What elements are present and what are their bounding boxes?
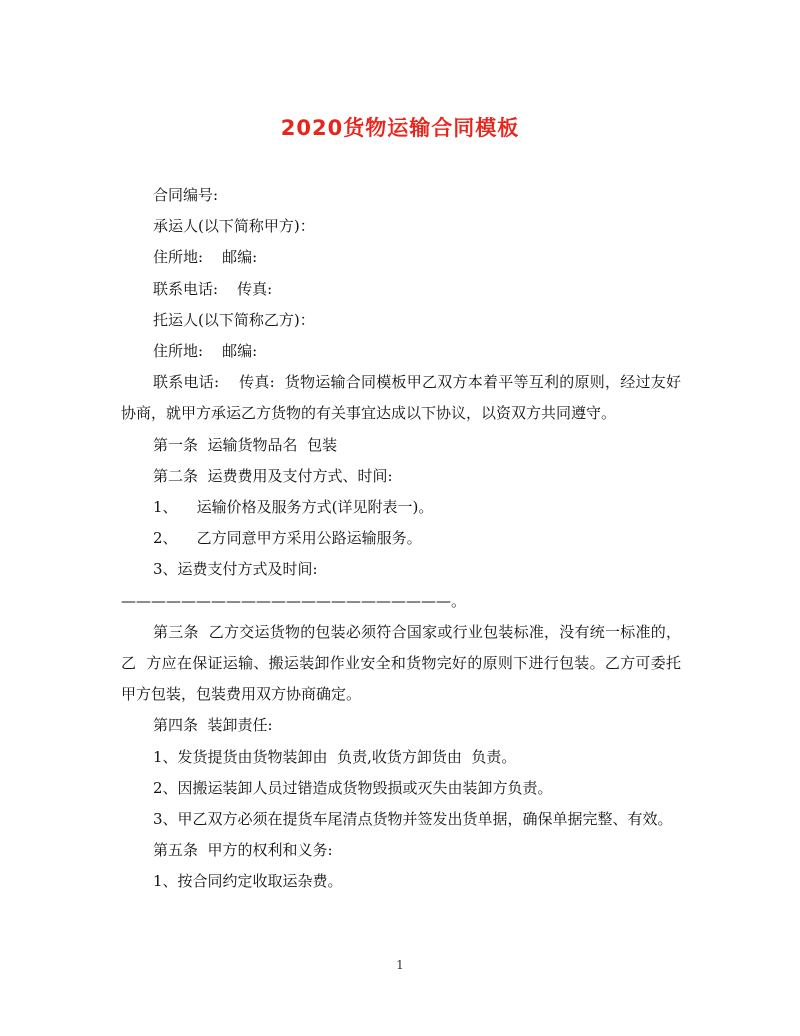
paragraph-article-4-item-2: 2、因搬运装卸人员过错造成货物毁损或灭失由装卸方负责。 bbox=[153, 778, 553, 797]
paragraph-carrier-phone: 联系电话: 传真: bbox=[153, 279, 273, 298]
paragraph-article-4-item-3: 3、甲乙双方必须在提货车尾清点货物并签发出货单据，确保单据完整、有效。 bbox=[153, 810, 673, 829]
paragraph-shipper-address: 住所地: 邮编: bbox=[153, 342, 258, 361]
paragraph-article-2-item-1: 1、 运输价格及服务方式(详见附表一)。 bbox=[153, 498, 434, 517]
paragraph-contract-number: 合同编号: bbox=[153, 186, 219, 204]
paragraph-article-5-item-1: 1、按合同约定收取运杂费。 bbox=[153, 872, 343, 891]
paragraph-blank-line: ——————————————————————。 bbox=[121, 591, 467, 610]
document-body bbox=[121, 180, 681, 898]
paragraph-shipper-phone-preamble: 联系电话: 传真: 货物运输合同模板甲乙双方本着平等互利的原则，经过友好协商，就甲方承运乙方货物的有关事宜达成以下协议，以资双方共同遵守。 bbox=[121, 373, 681, 423]
paragraph-carrier: 承运人(以下简称甲方)： bbox=[153, 217, 315, 236]
paragraph-article-3: 第三条 乙方交运货物的包装必须符合国家或行业包装标准，没有统一标准的，乙 方应在保证运输、搬运装卸作业安全和货物完好的原则下进行包装。乙方可委托甲方包装，包装费用双方协商确定。 bbox=[121, 622, 681, 704]
document-title: 2020货物运输合同模板 bbox=[280, 116, 520, 140]
paragraph-carrier-address: 住所地: 邮编: bbox=[153, 248, 258, 267]
paragraph-article-2: 第二条 运费费用及支付方式、时间: bbox=[153, 466, 393, 485]
paragraph-article-1: 第一条 运输货物品名 包装 bbox=[153, 435, 338, 454]
paragraph-article-2-item-3: 3、运费支付方式及时间: bbox=[153, 560, 318, 579]
paragraph-article-4: 第四条 装卸责任: bbox=[153, 716, 273, 735]
paragraph-article-5: 第五条 甲方的权利和义务: bbox=[153, 841, 333, 860]
paragraph-article-4-item-1: 1、发货提货由货物装卸由 负责,收货方卸货由 负责。 bbox=[153, 747, 517, 766]
paragraph-article-2-item-2: 2、 乙方同意甲方采用公路运输服务。 bbox=[153, 529, 422, 548]
paragraph-shipper: 托运人(以下简称乙方)： bbox=[153, 310, 315, 329]
page-number: 1 bbox=[396, 958, 404, 972]
